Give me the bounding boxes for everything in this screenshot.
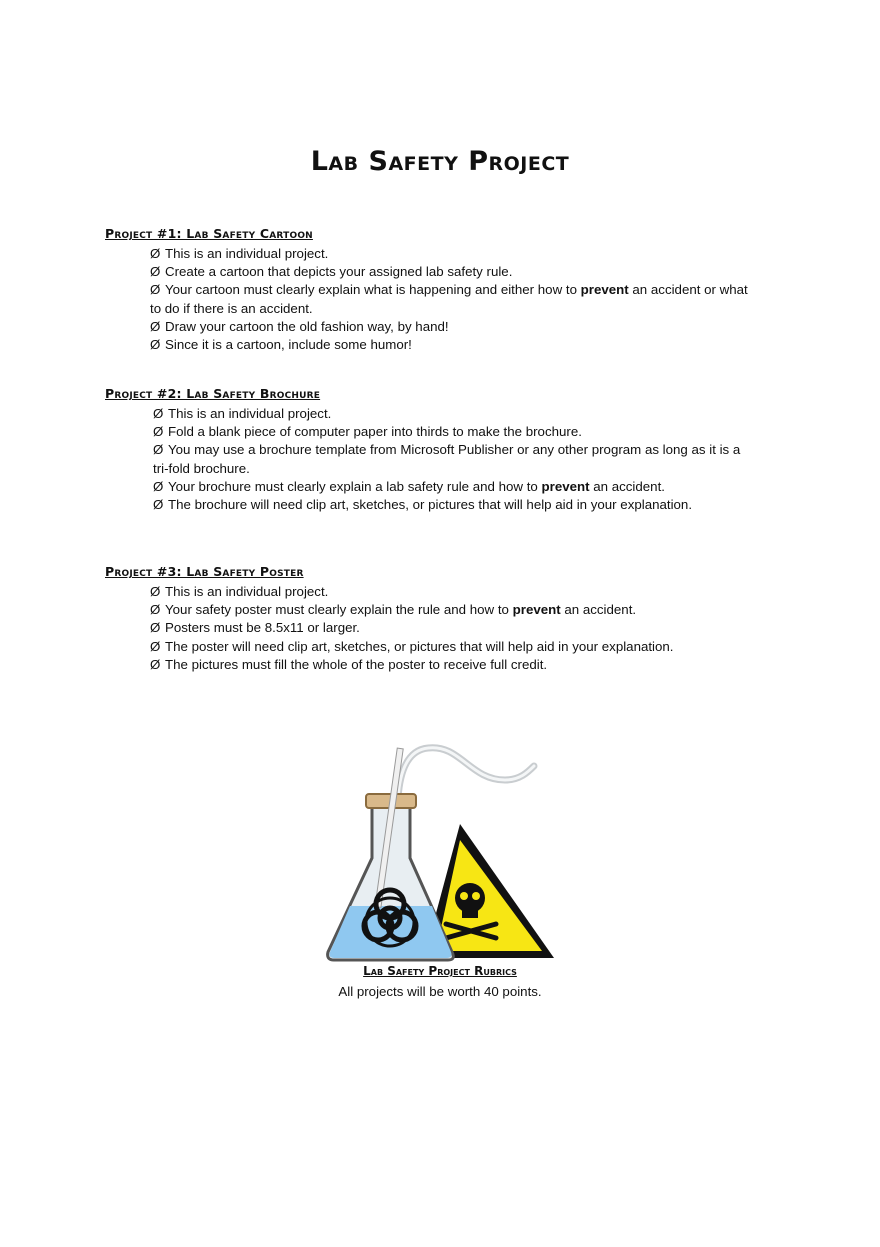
bullet-icon: Ø — [150, 620, 161, 636]
project-3-list — [150, 583, 785, 674]
project-1-section — [105, 226, 785, 354]
bullet-icon: Ø — [150, 246, 161, 261]
bullet-icon: Ø — [150, 337, 161, 353]
project-3-section — [105, 564, 785, 674]
bullet-icon: Ø — [150, 602, 161, 618]
list-item: Ø Your brochure must clearly explain a lab safety rule and how to prevent an accident. — [153, 478, 785, 496]
list-item: Ø Posters must be 8.5x11 or larger. — [150, 619, 785, 637]
list-item: Ø This is an individual project. — [150, 583, 785, 601]
bullet-icon: Ø — [150, 282, 161, 298]
bullet-icon: Ø — [150, 318, 161, 334]
list-item: Ø The brochure will need clip art, sketches, or pictures that will help aid in your explanation. — [153, 496, 785, 514]
rubric-title: Lab Safety Project Rubrics — [363, 964, 517, 978]
list-item: Ø Since it is a cartoon, include some humor! — [150, 336, 785, 354]
bullet-icon: Ø — [153, 497, 164, 513]
tube-icon — [398, 748, 534, 798]
bullet-icon: Ø — [153, 424, 164, 440]
list-item: Ø This is an individual project. — [153, 405, 785, 423]
project-2-heading: Project #2: Lab Safety Brochure — [105, 386, 321, 401]
project-1-list — [150, 245, 785, 354]
project-1-heading: Project #1: Lab Safety Cartoon — [105, 226, 313, 241]
bullet-icon: Ø — [150, 656, 161, 672]
list-item: Ø Create a cartoon that depicts your assigned lab safety rule. — [150, 263, 785, 281]
list-item: Ø This is an individual project. — [150, 245, 785, 263]
list-item: Ø The poster will need clip art, sketches, or pictures that will help aid in your explanation. — [150, 638, 785, 656]
bullet-icon: Ø — [153, 406, 164, 421]
project-2-list — [153, 405, 785, 514]
lab-safety-illustration — [320, 740, 560, 965]
list-item: Ø Fold a blank piece of computer paper into thirds to make the brochure. — [153, 423, 785, 441]
list-item: Ø Draw your cartoon the old fashion way, by hand! — [150, 318, 785, 336]
rubric-text: All projects will be worth 40 points. — [338, 984, 542, 999]
list-item: Ø You may use a brochure template from Microsoft Publisher or any other program as long as it is a tri-fold brochure. — [153, 442, 741, 476]
list-item: Ø Your safety poster must clearly explain the rule and how to prevent an accident. — [150, 601, 785, 619]
bullet-icon: Ø — [150, 264, 161, 280]
list-item: Ø Your cartoon must clearly explain what is happening and either how to prevent an accident or what to do if there is an accident. — [150, 282, 748, 316]
project-3-heading: Project #3: Lab Safety Poster — [105, 564, 304, 579]
list-item: Ø The pictures must fill the whole of the poster to receive full credit. — [150, 656, 785, 674]
bullet-icon: Ø — [153, 478, 164, 494]
page-title: Lab Safety Project — [310, 146, 570, 177]
project-2-section — [105, 386, 785, 514]
bullet-icon: Ø — [150, 584, 161, 599]
bullet-icon: Ø — [153, 442, 164, 458]
bullet-icon: Ø — [150, 638, 161, 654]
